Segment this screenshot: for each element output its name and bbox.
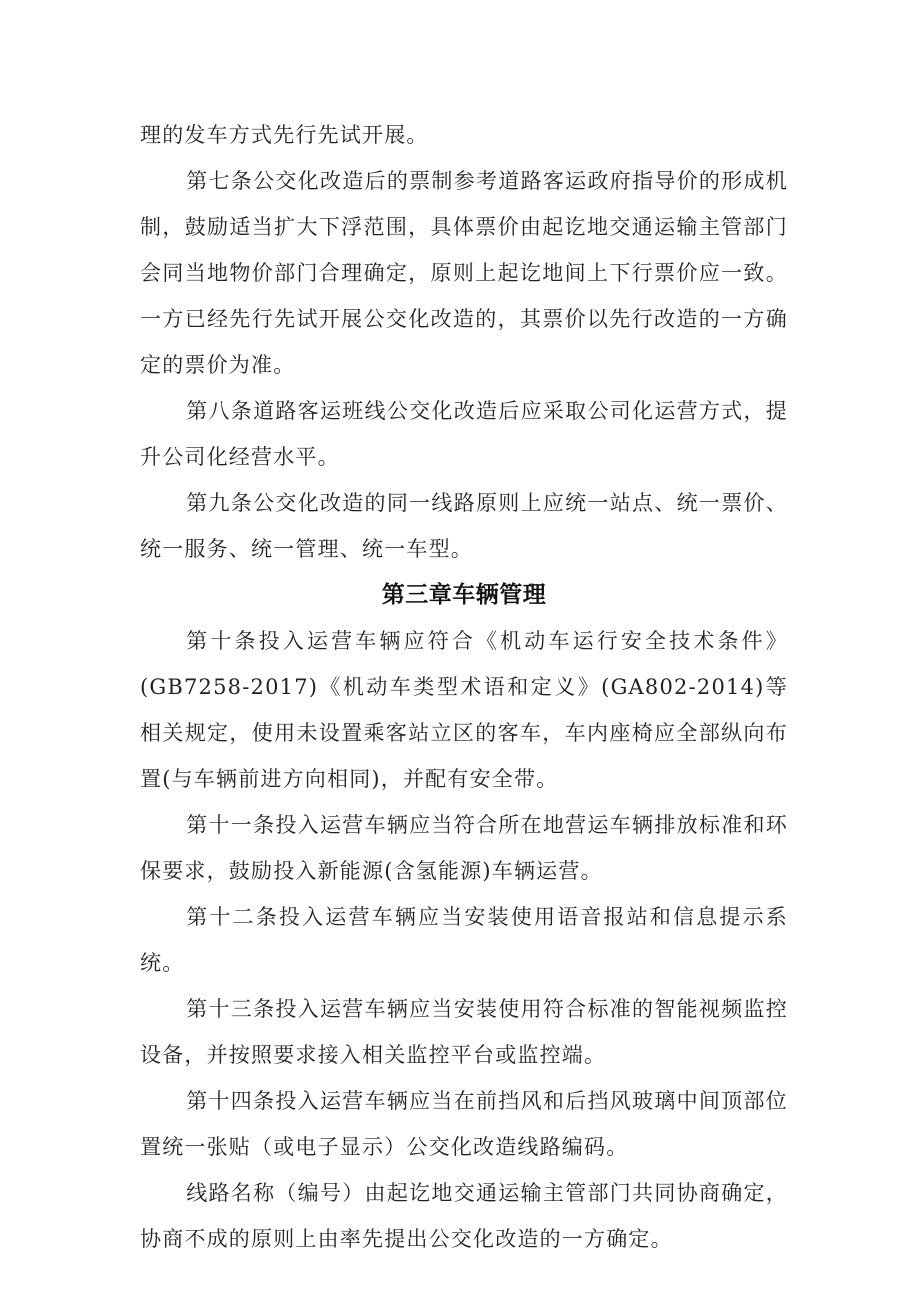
paragraph-article-8: 第八条道路客运班线公交化改造后应采取公司化运营方式，提升公司化经营水平。 (140, 399, 788, 469)
paragraph-article-7: 第七条公交化改造后的票制参考道路客运政府指导价的形成机制，鼓励适当扩大下浮范围，具体票价由起讫地交通运输主管部门会同当地物价部门合理确定，原则上起讫地间上下行票价应一致。一方已经先行先试开展公交化改造的，其票价以先行改造的一方确定的票价为准。 (140, 169, 788, 377)
paragraph-article-12: 第十二条投入运营车辆应当安装使用语音报站和信息提示系统。 (140, 905, 788, 975)
paragraph-article-10: 第十条投入运营车辆应符合《机动车运行安全技术条件》(GB7258-2017)《机动车类型术语和定义》(GA802-2014)等相关规定，使用未设置乘客站立区的客车，车内座椅应全部纵向布置(与车辆前进方向相同)，并配有安全带。 (140, 629, 788, 791)
paragraph-route-naming: 线路名称（编号）由起讫地交通运输主管部门共同协商确定，协商不成的原则上由率先提出公交化改造的一方确定。 (140, 1181, 788, 1251)
paragraph-article-11: 第十一条投入运营车辆应当符合所在地营运车辆排放标准和环保要求，鼓励投入新能源(含氢能源)车辆运营。 (140, 813, 788, 883)
paragraph-continuation: 理的发车方式先行先试开展。 (140, 123, 429, 147)
document-body (140, 112, 788, 1262)
chapter-heading: 第三章车辆管理 (381, 582, 547, 608)
paragraph-article-9: 第九条公交化改造的同一线路原则上应统一站点、统一票价、统一服务、统一管理、统一车型。 (140, 491, 788, 561)
paragraph-article-14: 第十四条投入运营车辆应当在前挡风和后挡风玻璃中间顶部位置统一张贴（或电子显示）公交化改造线路编码。 (140, 1089, 788, 1159)
paragraph-article-13: 第十三条投入运营车辆应当安装使用符合标准的智能视频监控设备，并按照要求接入相关监控平台或监控端。 (140, 997, 788, 1067)
